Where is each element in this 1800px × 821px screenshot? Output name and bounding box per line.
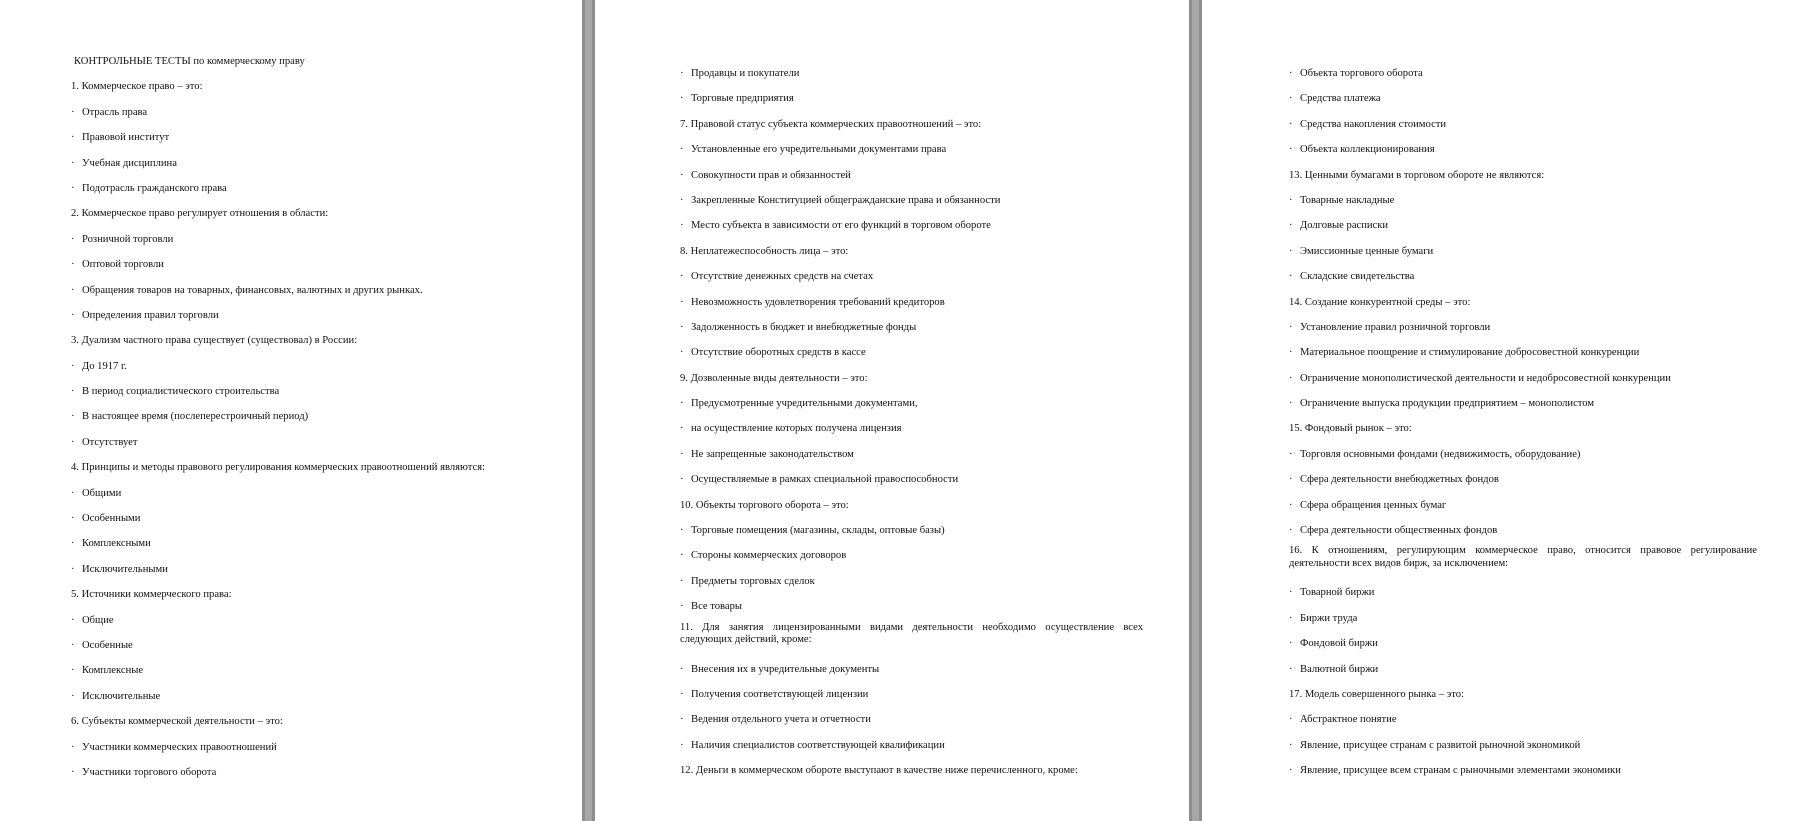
answer-option [1289,606,1757,631]
answer-option-text: Стороны коммерческих договоров [691,550,847,562]
question-text: 15. Фондовый рынок – это: [1289,423,1412,435]
bullet-icon: · [1289,499,1293,511]
answer-option [1289,340,1757,365]
answer-option [1289,239,1757,264]
bullet-icon: · [1289,93,1293,105]
answer-option-text: Учебная дисциплина [82,157,177,169]
question-text: 13. Ценными бумагами в торговом обороте не являются: [1289,169,1545,181]
answer-option [1289,213,1757,238]
answer-option [680,137,1143,162]
bullet-icon: · [1289,714,1293,726]
answer-option [680,657,1143,682]
bullet-icon: · [71,182,75,194]
question-text: 1. Коммерческое право – это: [71,81,203,93]
bullet-icon: · [680,398,684,410]
answer-option [1289,112,1757,137]
answer-option-text: Явление, присущее всем странам с рыночными элементами экономики [1300,765,1621,777]
answer-option [680,315,1143,340]
answer-option [1289,188,1757,213]
bullet-icon: · [680,714,684,726]
bullet-icon: · [680,474,684,486]
page-gutter-left [582,0,595,821]
answer-option-text: Комплексные [82,665,144,677]
answer-option [680,188,1143,213]
answer-option-text: Сфера деятельности общественных фондов [1300,525,1498,537]
answer-option [680,543,1143,568]
answer-option-text: Абстрактное понятие [1300,714,1397,726]
bullet-icon: · [680,550,684,562]
bullet-icon: · [71,639,75,651]
answer-option [680,569,1143,594]
answer-option [1289,366,1757,391]
answer-option-text: Ограничение выпуска продукции предприятием – монополистом [1300,398,1595,410]
answer-option-text: Получения соответствующей лицензии [691,688,869,700]
answer-option-text: Материальное поощрение и стимулирование добросовестной конкуренции [1300,347,1640,359]
page-gutter-right [1189,0,1202,821]
answer-option-text: Закрепленные Конституцией общегражданские права и обязанности [691,194,1001,206]
document-title: КОНТРОЛЬНЫЕ ТЕСТЫ по коммерческому праву [74,56,305,67]
answer-option-text: Средства платежа [1300,93,1381,105]
bullet-icon: · [1289,68,1293,79]
bullet-icon: · [71,766,75,778]
answer-option [1289,391,1757,416]
answer-option [1289,442,1757,467]
answer-option [71,151,551,176]
question-text: 2. Коммерческое право регулирует отношения в области: [71,208,329,220]
bullet-icon: · [71,614,75,626]
answer-option-text: Сфера обращения ценных бумаг [1300,499,1447,511]
answer-option [1289,518,1757,543]
document-page-2[interactable] [595,0,1189,821]
question-text: 11. Для занятия лицензированными видами деятельности необходимо осуществление всех следующих действий, кроме: [680,621,1143,646]
bullet-icon: · [71,386,75,398]
question-text: 16. К отношениям, регулирующим коммерческое право, относится правовое регулирование деятельности всех видов бирж, за исключением: [1289,545,1757,569]
bullet-icon: · [680,663,684,675]
bullet-icon: · [1289,194,1293,206]
answer-option-text: Исключительными [82,563,168,575]
bullet-icon: · [680,448,684,460]
answer-option [71,176,551,201]
answer-option [1289,631,1757,656]
bullet-icon: · [71,157,75,169]
bullet-icon: · [1289,347,1293,359]
answer-option-text: Отсутствие оборотных средств в кассе [691,347,866,359]
bullet-icon: · [1289,525,1293,537]
bullet-icon: · [1289,448,1293,460]
answer-option-text: Общими [82,487,122,499]
answer-option [680,518,1143,543]
question-text: 8. Неплатежеспособность лица – это: [680,245,849,257]
answer-option [680,213,1143,238]
answer-option [1289,707,1757,732]
answer-option [71,684,551,709]
answer-option-text: В период социалистического строительства [82,386,280,398]
bullet-icon: · [71,309,75,321]
answer-option [680,733,1143,758]
answer-option [1289,61,1757,86]
bullet-icon: · [71,233,75,245]
answer-option-text: Товарные накладные [1300,194,1395,206]
answer-option [680,682,1143,707]
answer-option [1289,758,1757,783]
answer-option [1289,137,1757,162]
bullet-icon: · [1289,638,1293,650]
answer-option [71,633,551,658]
bullet-icon: · [71,106,75,118]
answer-option-text: Предметы торговых сделок [691,575,815,587]
answer-option-text: Участники коммерческих правоотношений [82,741,277,753]
answer-option [71,506,551,531]
answer-option [1289,657,1757,682]
answer-option-text: Объекта торгового оборота [1300,68,1423,79]
bullet-icon: · [71,259,75,271]
answer-option [1289,467,1757,492]
bullet-icon: · [1289,398,1293,410]
page-2-lines [680,61,1143,784]
answer-option-text: Предусмотренные учредительными документами, [691,398,918,410]
answer-option-text: Складские свидетельства [1300,271,1415,283]
answer-option [680,416,1143,441]
answer-option [1289,315,1757,340]
answer-option-text: Долговые расписки [1300,220,1389,232]
answer-option-text: Обращения товаров на товарных, финансовых, валютных и других рынках. [82,284,423,296]
bullet-icon: · [1289,245,1293,257]
answer-option-text: Объекта коллекционирования [1300,144,1435,156]
bullet-icon: · [1289,587,1293,599]
answer-option-text: Средства накопления стоимости [1300,118,1447,130]
answer-option-text: Ведения отдельного учета и отчетности [691,714,871,726]
answer-option-text: Продавцы и покупатели [691,68,800,79]
answer-option-text: Наличия специалистов соответствующей квалификации [691,739,945,751]
answer-option-text: Совокупности прав и обязанностей [691,169,851,181]
answer-option [680,86,1143,111]
bullet-icon: · [1289,321,1293,333]
answer-option-text: Торговые предприятия [691,93,794,105]
bullet-icon: · [680,68,684,79]
question-text: 14. Создание конкурентной среды – это: [1289,296,1471,308]
question-text: 5. Источники коммерческого права: [71,589,232,601]
answer-option [71,227,551,252]
answer-option-text: Все товары [691,601,743,613]
answer-option-text: Определения правил торговли [82,309,219,321]
answer-option-text: Особенные [82,639,133,651]
answer-option-text: Валютной биржи [1300,663,1379,675]
bullet-icon: · [1289,612,1293,624]
answer-option [1289,733,1757,758]
bullet-icon: · [71,741,75,753]
answer-option [71,303,551,328]
answer-option [1289,264,1757,289]
answer-option [680,61,1143,86]
answer-option [71,735,551,760]
bullet-icon: · [680,296,684,308]
bullet-icon: · [1289,765,1293,777]
answer-option-text: Отсутствие денежных средств на счетах [691,271,874,283]
bullet-icon: · [71,690,75,702]
answer-option [71,481,551,506]
answer-option [71,379,551,404]
page-1-content [71,49,551,785]
answer-option-text: Фондовой биржи [1300,638,1378,650]
answer-option [680,340,1143,365]
answer-option [71,557,551,582]
question-text: 6. Субъекты коммерческой деятельности – это: [71,716,283,728]
bullet-icon: · [71,538,75,550]
answer-option [680,594,1143,619]
answer-option [1289,580,1757,605]
answer-option-text: Товарной биржи [1300,587,1375,599]
answer-option [71,658,551,683]
answer-option-text: Не запрещенные законодательством [691,448,854,460]
bullet-icon: · [71,132,75,144]
bullet-icon: · [71,360,75,372]
answer-option-text: Особенными [82,513,141,525]
page-2-content [680,61,1143,784]
answer-option [680,290,1143,315]
answer-option-text: Биржи труда [1300,612,1358,624]
bullet-icon: · [680,688,684,700]
bullet-icon: · [71,284,75,296]
answer-option-text: Задолженность в бюджет и внебюджетные фонды [691,321,917,333]
bullet-icon: · [680,169,684,181]
bullet-icon: · [1289,220,1293,232]
answer-option [71,100,551,125]
answer-option [71,430,551,455]
answer-option [71,252,551,277]
bullet-icon: · [1289,118,1293,130]
question-text: 7. Правовой статус субъекта коммерческих правоотношений – это: [680,118,982,130]
page-3-lines [1289,61,1757,784]
answer-option [71,354,551,379]
bullet-icon: · [1289,271,1293,283]
answer-option-text: Сфера деятельности внебюджетных фондов [1300,474,1499,486]
answer-option [680,442,1143,467]
answer-option [71,404,551,429]
answer-option-text: Исключительные [82,690,161,702]
question-text: 17. Модель совершенного рынка – это: [1289,688,1464,700]
answer-option [71,531,551,556]
bullet-icon: · [1289,474,1293,486]
bullet-icon: · [71,487,75,499]
answer-option-text: Невозможность удовлетворения требований кредиторов [691,296,945,308]
bullet-icon: · [71,411,75,423]
answer-option-text: Комплексными [82,538,151,550]
answer-option-text: Общие [82,614,114,626]
bullet-icon: · [1289,663,1293,675]
answer-option [680,467,1143,492]
answer-option [680,707,1143,732]
answer-option-text: В настоящее время (послеперестроичный период) [82,411,309,423]
document-page-3[interactable] [1202,0,1800,821]
answer-option [71,760,551,785]
bullet-icon: · [680,93,684,105]
answer-option-text: Ограничение монополистической деятельности и недобросовестной конкуренции [1300,372,1671,384]
answer-option-text: Отрасль права [82,106,148,118]
page-1-lines [71,74,551,785]
bullet-icon: · [680,271,684,283]
answer-option [71,608,551,633]
question-text: 10. Объекты торгового оборота – это: [680,499,849,511]
question-text: 4. Принципы и методы правового регулирования коммерческих правоотношений являются: [71,462,486,474]
answer-option-text: Внесения их в учредительные документы [691,663,880,675]
answer-option [71,278,551,303]
answer-option [1289,493,1757,518]
answer-option-text: Розничной торговли [82,233,174,245]
answer-option-text: Эмиссионные ценные бумаги [1300,245,1434,257]
answer-option-text: Оптовой торговли [82,259,164,271]
answer-option-text: Место субъекта в зависимости от его функций в торговом обороте [691,220,991,232]
bullet-icon: · [1289,144,1293,156]
bullet-icon: · [680,194,684,206]
bullet-icon: · [680,321,684,333]
question-text: 9. Дозволенные виды деятельности – это: [680,372,868,384]
bullet-icon: · [680,601,684,613]
question-text: 12. Деньги в коммерческом обороте выступают в качестве ниже перечисленного, кроме: [680,765,1078,777]
bullet-icon: · [71,563,75,575]
bullet-icon: · [71,436,75,448]
question-text: 3. Дуализм частного права существует (существовал) в России: [71,335,358,347]
bullet-icon: · [680,575,684,587]
answer-option-text: Установление правил розничной торговли [1300,321,1491,333]
answer-option [680,163,1143,188]
answer-option [680,391,1143,416]
bullet-icon: · [680,423,684,435]
answer-option-text: Правовой институт [82,132,170,144]
answer-option-text: Участники торгового оборота [82,766,217,778]
bullet-icon: · [680,347,684,359]
answer-option [680,264,1143,289]
answer-option-text: Торговые помещения (магазины, склады, оптовые базы) [691,525,945,537]
answer-option-text: Отсутствует [82,436,138,448]
answer-option-text: Торговля основными фондами (недвижимость, оборудование) [1300,448,1581,460]
bullet-icon: · [680,220,684,232]
bullet-icon: · [71,665,75,677]
bullet-icon: · [680,739,684,751]
bullet-icon: · [1289,372,1293,384]
answer-option [1289,86,1757,111]
answer-option-text: До 1917 г. [82,360,127,372]
document-page-1[interactable] [0,0,582,821]
answer-option-text: Явление, присущее странам с развитой рыночной экономикой [1300,739,1581,751]
answer-option-text: Осуществляемые в рамках специальной правоспособности [691,474,959,486]
answer-option-text: Установленные его учредительными документами права [691,144,947,156]
bullet-icon: · [1289,739,1293,751]
answer-option [71,125,551,150]
answer-option-text: на осуществление которых получена лицензия [691,423,902,435]
bullet-icon: · [71,513,75,525]
bullet-icon: · [680,525,684,537]
answer-option-text: Подотрасль гражданского права [82,182,227,194]
bullet-icon: · [680,144,684,156]
page-3-content [1289,61,1757,784]
